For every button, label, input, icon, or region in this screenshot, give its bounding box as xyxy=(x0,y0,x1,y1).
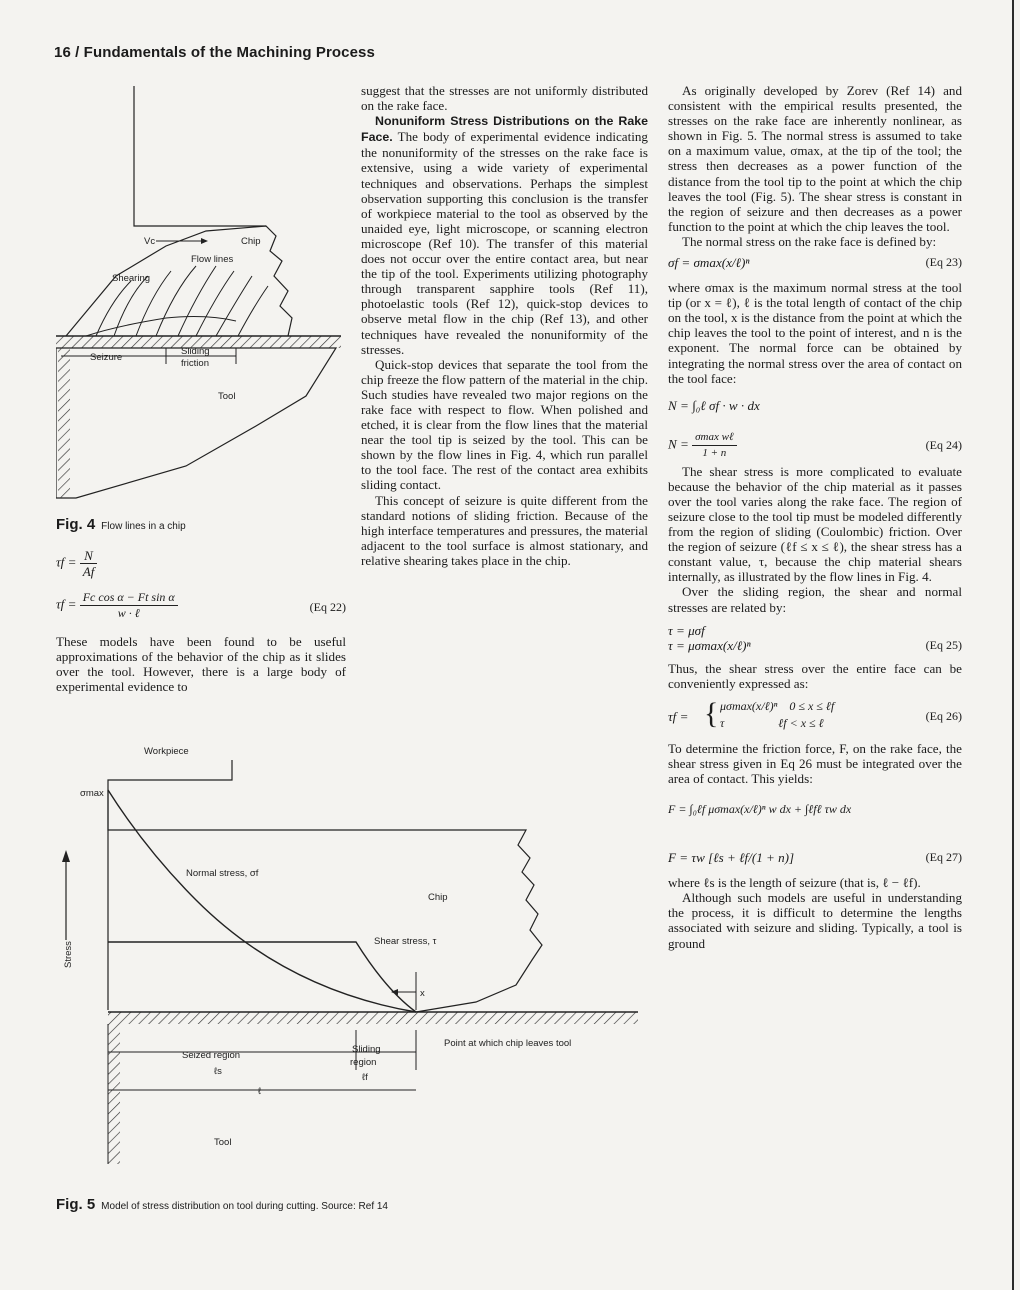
right-paragraph-2: The normal stress on the rake face is defined by: xyxy=(682,233,937,249)
fig5-label-tool: Tool xyxy=(214,1137,232,1148)
eq-26: τf = { μσmax(x/ℓ)ⁿ 0 ≤ x ≤ ℓf τ ℓf < x ≤ ℓ (Eq 26) xyxy=(668,696,962,730)
fig5-label-stress: Stress xyxy=(63,941,74,968)
eq-24a: N = ∫₀ℓ σf · w · dx xyxy=(668,397,760,413)
fig5-label-region: region xyxy=(350,1057,377,1068)
running-header: 16 / Fundamentals of the Machining Process xyxy=(54,44,375,61)
eq-22: τf = $\frac{\text{Fc cos α − Ft sin α}}{\text{w · ℓ}}$ (Eq 22) xyxy=(56,590,346,621)
fig4-label-chip: Chip xyxy=(241,236,261,247)
fig4-label-shearing: Shearing xyxy=(112,273,151,284)
fig5-label-smax: σmax xyxy=(80,788,104,799)
fig4-label-vc: Vc xyxy=(144,236,156,247)
fig5-label-sliding: Sliding xyxy=(352,1044,381,1055)
fig4-label-seizure: Seizure xyxy=(90,352,123,363)
right-paragraph-8: where ℓs is the length of seizure (that is, ℓ − ℓf). xyxy=(668,875,921,891)
fig4-number: Fig. 4 xyxy=(56,516,96,533)
right-paragraph-1: As originally developed by Zorev (Ref 14) and consistent with the empirical results presented, the stresses on the rake face are inherently nonlinear, as shown in Fig. 5. The normal stress is assumed to take on a maximum value, σmax, at the tip of the tool; the stress then decreases as a power function of the distance from the tool tip to the point at which the chip leaves the tool (Fig. 5). The shear stress is constant in the region of seizure and then decreases as a power function to the point at which the chip leaves the tool. xyxy=(668,83,962,234)
fig5-label-ls: ℓs xyxy=(214,1066,222,1077)
right-paragraph-5: Over the sliding region, the shear and normal stresses are related by: xyxy=(668,584,962,615)
section-heading: Nonuniform Stress Distributions on the Rake Face. xyxy=(361,114,648,145)
fig5-caption-text: Model of stress distribution on tool during cutting. Source: Ref 14 xyxy=(101,1201,388,1212)
middle-column xyxy=(361,83,648,568)
eq-27a: F = ∫₀ℓf μσmax(x/ℓ)ⁿ w dx + ∫ℓfℓ τw dx xyxy=(668,802,852,817)
eq-tau-f: τf = $\frac{N}{Af}$ xyxy=(56,548,346,590)
fig5-label-shear: Shear stress, τ xyxy=(374,936,437,947)
middle-paragraph-3: Quick-stop devices that separate the tool from the chip freeze the flow pattern of the material in the chip. Such studies have revealed two major regions on the rake face with respect to flow. When polished and etched, it is clear from the flow lines that the material near the tool tip is seized by the tool. This can be shown by the flow lines in Fig. 4, which run parallel to the tool face. The rest of the contact area exhibits sliding contact. xyxy=(361,356,648,493)
eq-27b: F = τw [ℓs + ℓf/(1 + n)] (Eq 27) xyxy=(668,850,962,866)
middle-paragraph-2: The body of experimental evidence indicating the nonuniformity of the stresses on the rake face is extensive, using a wide variety of experimental techniques and observations. Perhaps the simplest observation supporting this conclusion is the transfer of workpiece material to the tool as observed by the unaided eye, light microscope, or scanning electron microscope (Ref 10). The transfer of this material does not occur over the entire contact area, but near the tip of the tool. Experiments utilizing photography through transparent sapphire tools (Ref 11), photoelastic tools (Ref 12), quick-stop devices to observe metal flow in the chip (Ref 13), and other techniques have revealed the nonuniformity of the stresses. xyxy=(361,129,648,357)
fig5-label-normal: Normal stress, σf xyxy=(186,868,259,879)
fig4-label-friction: friction xyxy=(181,358,209,369)
eq-25: τ = μσf τ = μσmax(x/ℓ)ⁿ (Eq 25) xyxy=(668,622,962,653)
fig5-caption xyxy=(56,1196,388,1213)
fig5-label-l: ℓ xyxy=(258,1086,262,1097)
fig5-label-chip: Chip xyxy=(428,892,448,903)
fig5-label-x: x xyxy=(420,988,425,999)
fig5-label-lf: ℓf xyxy=(362,1072,368,1083)
right-paragraph-9: Although such models are useful in understanding the process, it is difficult to determine the lengths associated with seizure and sliding. Typically, a tool is ground xyxy=(668,890,962,951)
page-edge-rule xyxy=(1012,0,1014,1290)
fig4-label-flow: Flow lines xyxy=(191,254,234,265)
middle-paragraph-4: This concept of seizure is quite different from the standard notions of sliding friction. Because of the high interface temperatures and pressures, the material adjacent to the tool surface is almost stationary, and relative shearing takes place in the chip. xyxy=(361,492,648,568)
fig4-caption-text: Flow lines in a chip xyxy=(101,521,186,532)
eq-24b: N = $\frac{\text{σmax wℓ}}{1 + n}$ (Eq 24) xyxy=(668,430,962,459)
fig5-label-workpiece: Workpiece xyxy=(144,746,189,757)
figure-5 xyxy=(56,740,646,1190)
right-paragraph-7: To determine the friction force, F, on the rake face, the shear stress given in Eq 26 must be integrated over the area of contact. This yields: xyxy=(668,740,962,787)
right-column xyxy=(668,83,962,951)
left-paragraph: These models have been found to be useful approximations of the behavior of the chip as it slides over the tool. However, there is a large body of experimental evidence to xyxy=(56,634,346,695)
left-column xyxy=(56,548,346,694)
middle-paragraph-1: suggest that the stresses are not uniformly distributed on the rake face. xyxy=(361,83,648,114)
fig5-number: Fig. 5 xyxy=(56,1196,96,1213)
fig5-label-point: Point at which chip leaves tool xyxy=(444,1038,572,1049)
fig4-label-sliding: Sliding xyxy=(181,346,210,357)
figure-4 xyxy=(56,86,346,506)
fig4-label-tool: Tool xyxy=(218,391,236,402)
right-paragraph-3: where σmax is the maximum normal stress at the tool tip (or x = ℓ), ℓ is the total length of contact of the chip on the tool, x is the distance from the point at which the chip leaves the tool to the point of interest, and n is the exponent. The normal force can be obtained by integrating the normal stress over the area of contact on the tool face: xyxy=(668,280,962,386)
fig4-caption xyxy=(56,516,186,533)
right-paragraph-6: Thus, the shear stress over the entire face can be conveniently expressed as: xyxy=(668,660,962,691)
eq-23: σf = σmax(x/ℓ)ⁿ (Eq 23) xyxy=(668,255,962,271)
fig5-label-seized: Seized region xyxy=(182,1050,241,1061)
right-paragraph-4: The shear stress is more complicated to evaluate because the behavior of the chip material as it passes over the tool varies along the rake face. The region of seizure close to the tool tip must be modeled differently from the region of sliding (Coulombic) friction. Over the region of seizure (ℓf ≤ x ≤ ℓ), the shear stress has a constant value, τ, because the chip material shears internally, as illustrated by the flow lines in Fig. 4. xyxy=(668,463,962,585)
